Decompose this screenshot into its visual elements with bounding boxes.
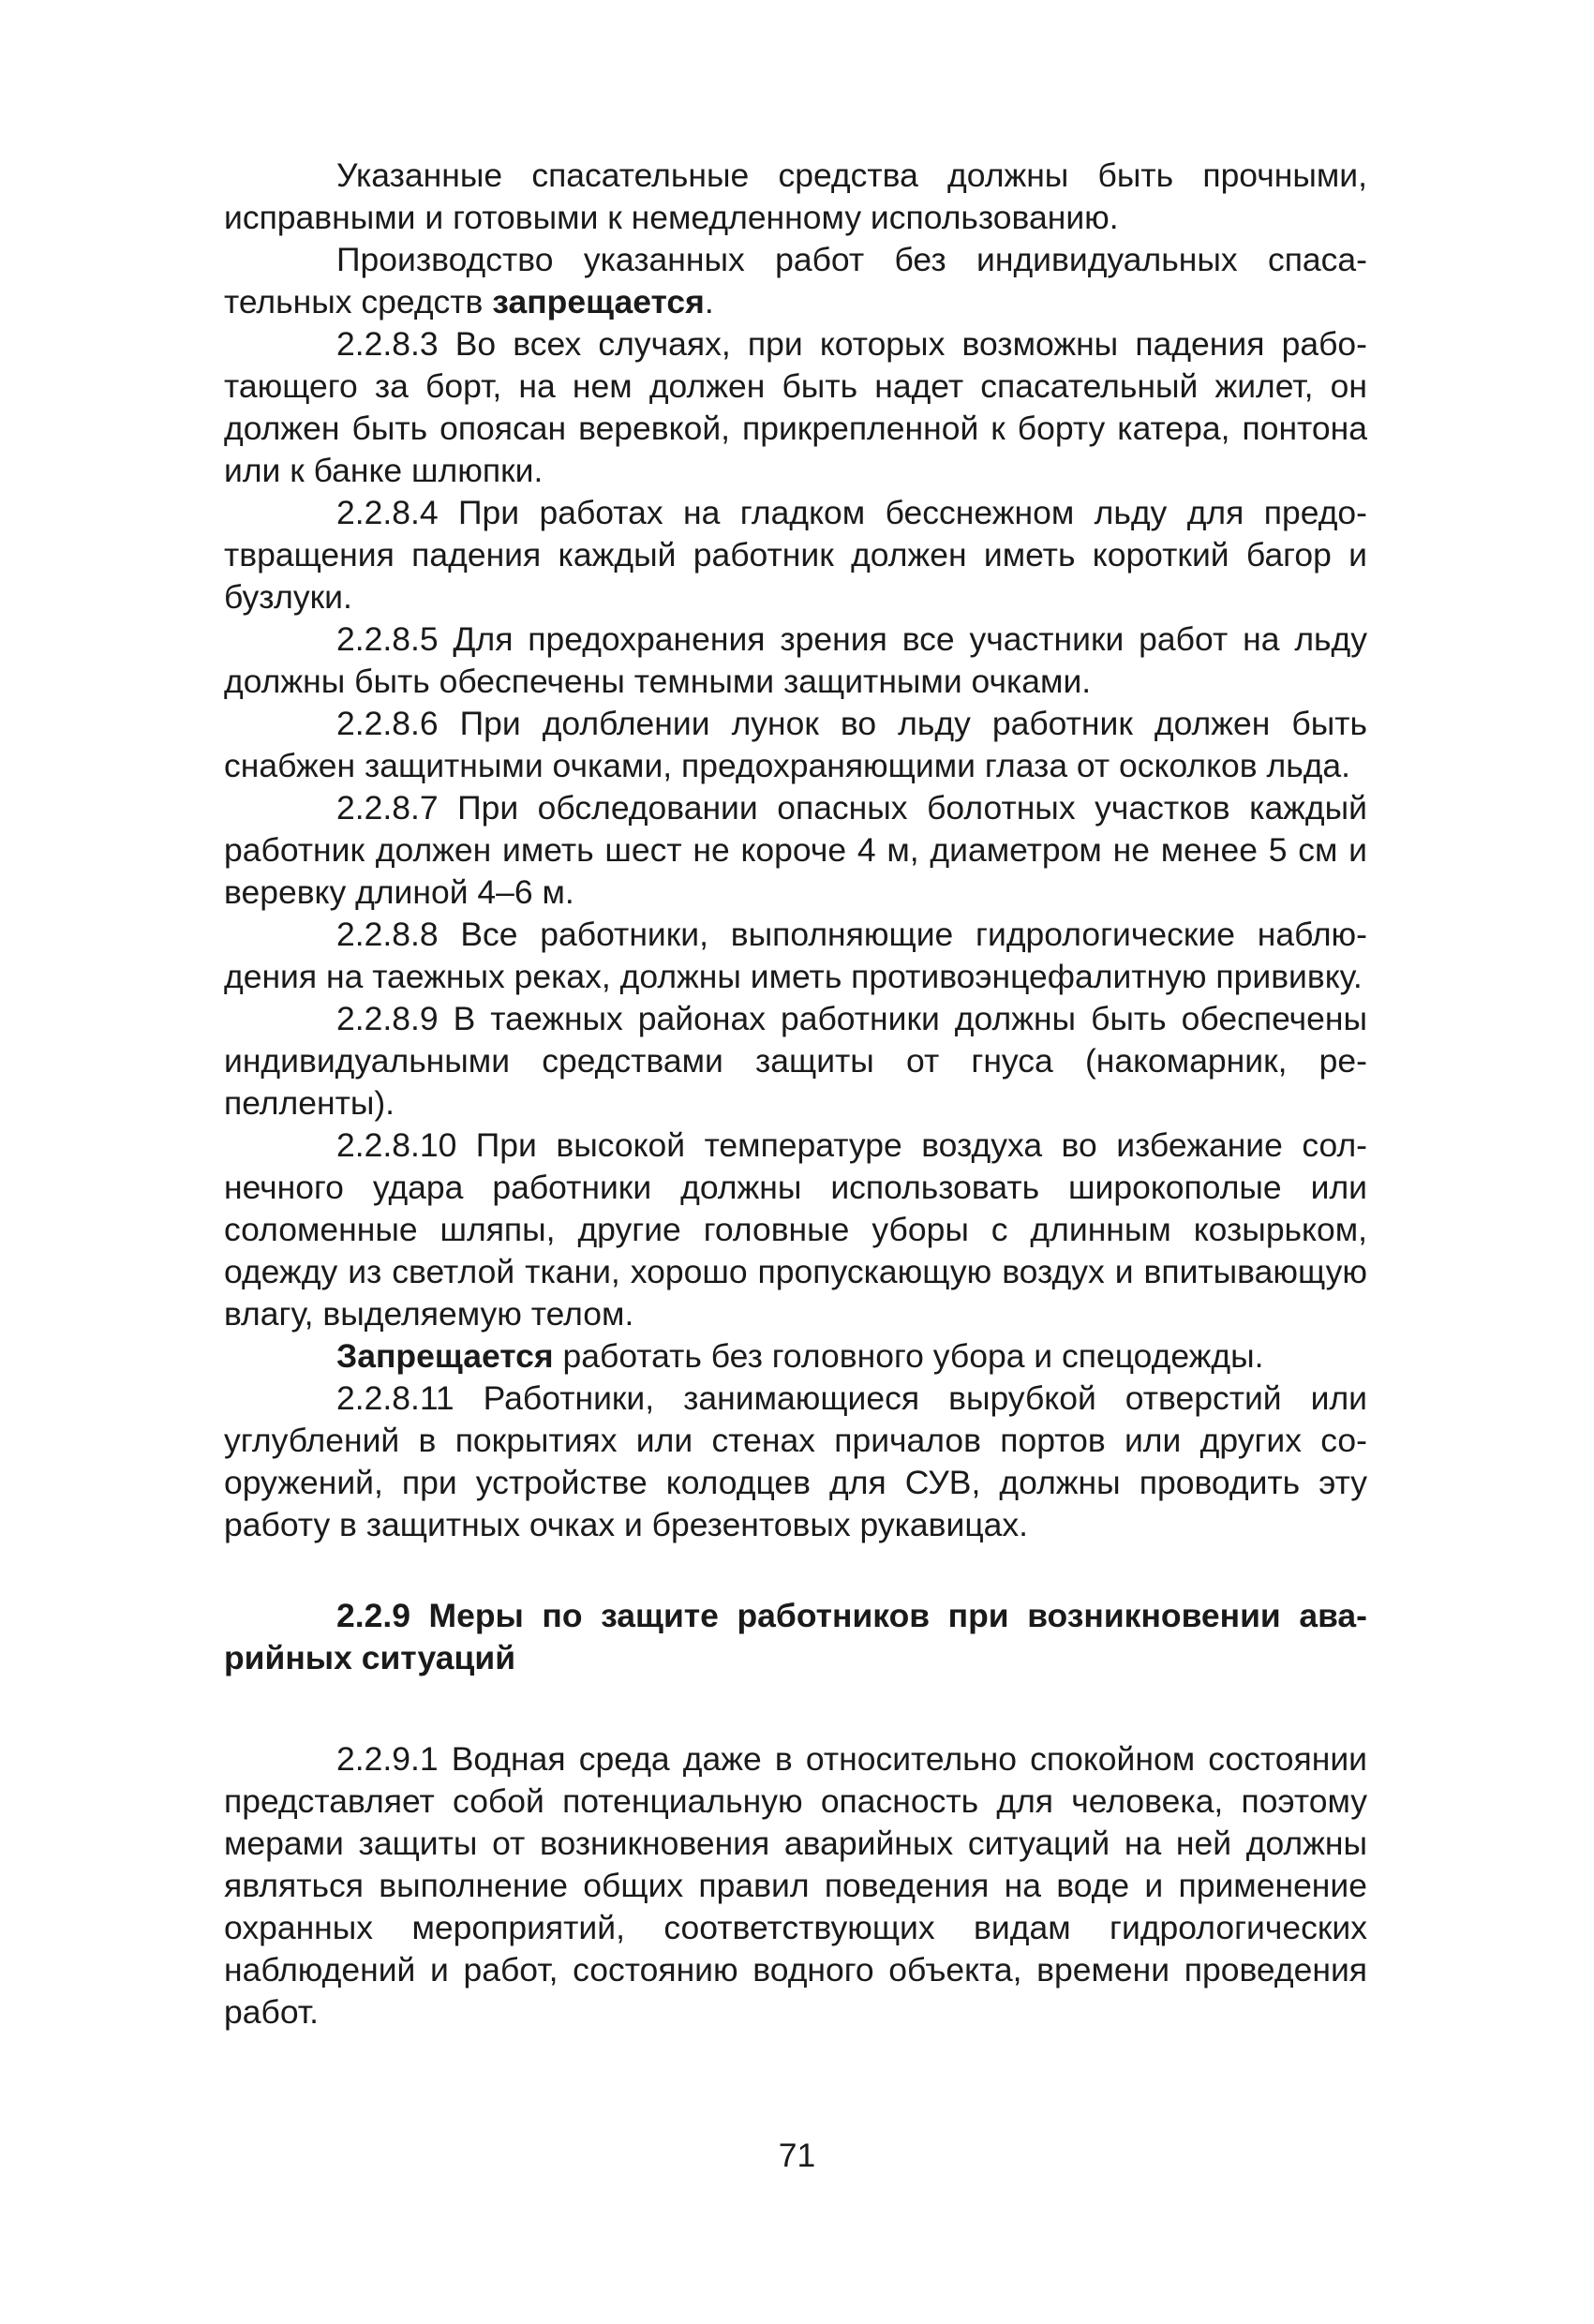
- paragraph-2-2-8-7: 2.2.8.7 При обследовании опасных болотных участков каждый работник должен иметь шест не короче 4 м, диаметром не менее 5 см и веревку длиной 4–6 м.: [224, 789, 1367, 911]
- page-number: 71: [778, 2137, 816, 2174]
- paragraph-2-2-8-11: 2.2.8.11 Работники, занимающиеся вырубкой отверстий или углублений в покрытиях или стенах причалов портов или других сооружений, при устройстве колодцев для СУВ, должны проводить эту работу в защитных очках и брезентовых рукавицах.: [224, 1379, 1367, 1543]
- prohibition-text: работать без головного убора и спецодежды.: [553, 1337, 1264, 1375]
- paragraph-2-text: Производство указанных работ без индивидуальных спасательных средств: [224, 241, 1367, 320]
- document-body: [224, 155, 1367, 2034]
- paragraph-2-tail: .: [704, 283, 714, 320]
- paragraph-2-2-8-9: 2.2.8.9 В таежных районах работники должны быть обеспечены индивидуальными средствами защиты от гнуса (накомарник, репелленты).: [224, 1000, 1367, 1122]
- paragraph-2-2-8-6: 2.2.8.6 При долблении лунок во льду работник должен быть снабжен защитными очками, предохраняющими глаза от осколков льда.: [224, 705, 1367, 784]
- paragraph-2-2-8-4: 2.2.8.4 При работах на гладком бесснежном льду для предотвращения падения каждый работник должен иметь короткий багор и бузлуки.: [224, 494, 1367, 616]
- paragraph-2-2-8-3: 2.2.8.3 Во всех случаях, при которых возможны падения работающего за борт, на нем должен быть надет спасательный жилет, он должен быть опоясан веревкой, прикрепленной к борту катера, понтона или к банке шлюпки.: [224, 325, 1367, 489]
- prohibition-bold: Запрещается: [336, 1337, 554, 1375]
- paragraph-2-2-9-1: 2.2.9.1 Водная среда даже в относительно спокойном состоянии представляет собой потенциальную опасность для человека, поэтому мерами защиты от возникновения аварийных ситуаций на ней должны являться выполнение общих правил поведения на воде и применение охранных мероприятий, соответствующих видам гидрологических наблюдений и работ, состоянию водного объекта, времени проведения работ.: [224, 1740, 1367, 2031]
- paragraph-2-2-8-5: 2.2.8.5 Для предохранения зрения все участники работ на льду должны быть обеспечены темными защитными очками.: [224, 620, 1367, 700]
- paragraph-prohibition: [224, 1335, 1367, 1378]
- paragraph-2-2-8-10: 2.2.8.10 При высокой температуре воздуха во избежание солнечного удара работники должны использовать широкополые или соломенные шляпы, другие головные уборы с длинным козырьком, одежду из светлой ткани, хорошо пропускающую воздух и впитывающую влагу, выделяемую телом.: [224, 1126, 1367, 1333]
- paragraph-2-bold: запрещается: [492, 283, 705, 320]
- section-heading: 2.2.9 Меры по защите работников при возникновении аварийных ситуаций: [224, 1597, 1367, 1676]
- paragraph-2: [224, 239, 1367, 323]
- paragraph-1: Указанные спасательные средства должны быть прочными, исправными и готовыми к немедленному использованию.: [224, 156, 1367, 236]
- paragraph-2-2-8-8: 2.2.8.8 Все работники, выполняющие гидрологические наблюдения на таежных реках, должны иметь противоэнцефалитную прививку.: [224, 916, 1367, 995]
